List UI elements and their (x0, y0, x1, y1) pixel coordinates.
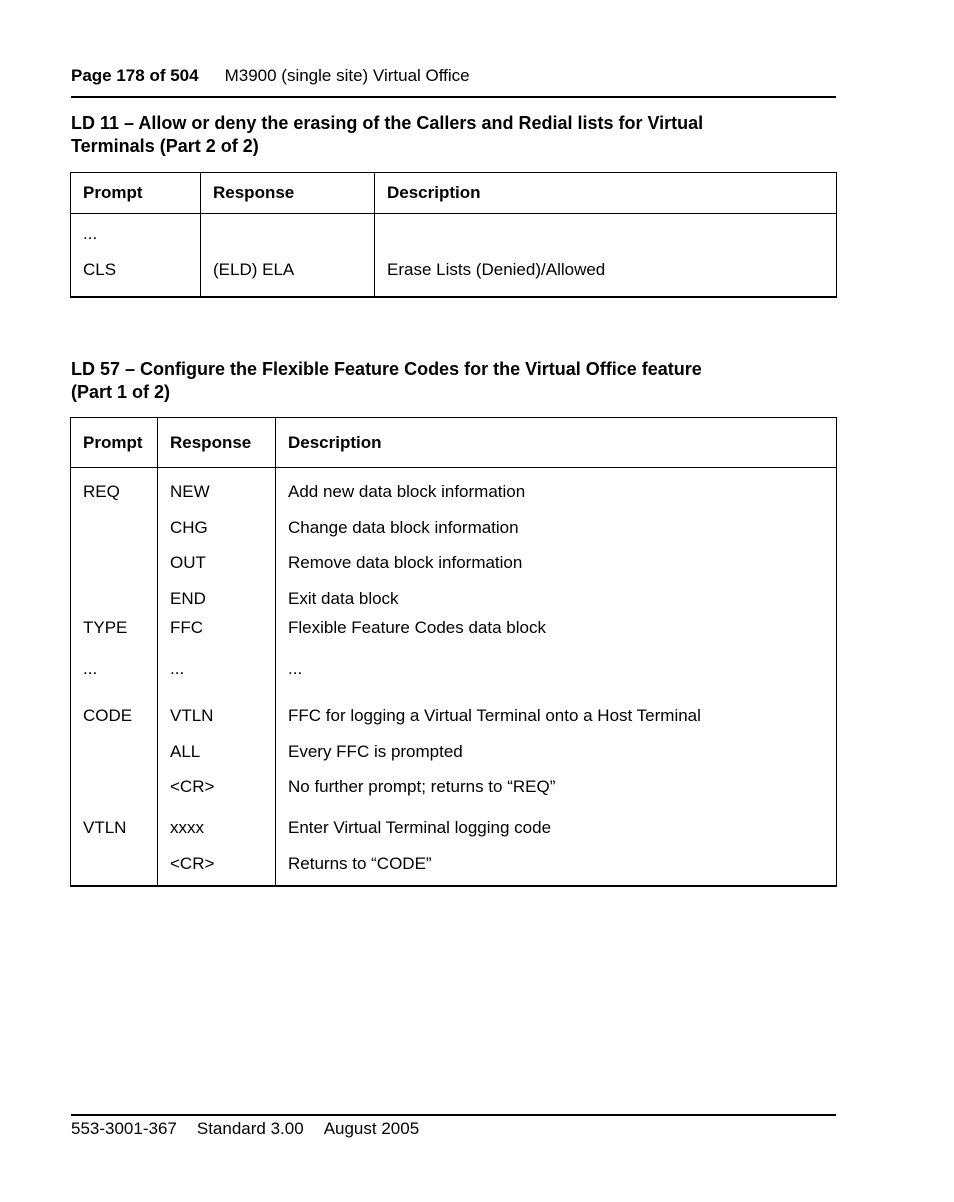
response-text: CHG (170, 517, 208, 537)
table2-title-line1: LD 57 – Configure the Flexible Feature Codes for the Virtual Office feature (71, 359, 702, 379)
prompt-cell: TYPE (71, 616, 158, 657)
response-cell (201, 214, 375, 255)
prompt-text: REQ (83, 482, 120, 501)
table2-header-row (71, 418, 837, 468)
page-number: Page 178 of 504 (71, 66, 199, 85)
column-header-description: Description (375, 173, 837, 214)
response-cell (158, 810, 276, 886)
response-text: <CR> (170, 777, 215, 796)
response-text: <CR> (170, 853, 215, 873)
description-text: Every FFC is prompted (288, 741, 463, 761)
prompt-cell (71, 468, 158, 617)
table1 (70, 172, 837, 298)
response-text: VTLN (170, 706, 214, 725)
response-cell: FFC (158, 616, 276, 657)
description-cell (375, 214, 837, 255)
column-header-description: Description (276, 418, 837, 468)
response-cell (158, 698, 276, 810)
description-text: Returns to “CODE” (288, 853, 432, 873)
response-text: NEW (170, 482, 210, 501)
table-row (71, 214, 837, 255)
description-text: Remove data block information (288, 553, 523, 572)
prompt-cell: ... (71, 657, 158, 698)
description-cell (276, 698, 837, 810)
table1-title (71, 112, 791, 158)
description-cell (276, 810, 837, 886)
document-title: M3900 (single site) Virtual Office (224, 66, 470, 85)
description-text: Enter Virtual Terminal logging code (288, 818, 552, 837)
description-cell: Erase Lists (Denied)/Allowed (375, 255, 837, 297)
description-cell (276, 468, 837, 617)
column-header-response: Response (201, 173, 375, 214)
response-cell (158, 468, 276, 617)
response-text: xxxx (170, 818, 204, 837)
table1-title-line1: LD 11 – Allow or deny the erasing of the Callers and Redial lists for Virtual (71, 113, 704, 133)
document-number: 553-3001-367 (71, 1119, 177, 1138)
response-text: END (170, 588, 206, 608)
description-text: Add new data block information (288, 482, 526, 501)
publication-date: August 2005 (323, 1119, 420, 1138)
response-text: ALL (170, 741, 201, 761)
response-text: OUT (170, 553, 206, 572)
table-row-ellipsis (71, 657, 837, 698)
prompt-cell: ... (71, 214, 201, 255)
prompt-text: CODE (83, 706, 133, 725)
page-header (71, 66, 836, 98)
description-text: Exit data block (288, 588, 399, 608)
table2-title (71, 358, 791, 404)
table1-header-row (71, 173, 837, 214)
description-cell: ... (276, 657, 837, 698)
description-text: Change data block information (288, 517, 519, 537)
description-cell: Flexible Feature Codes data block (276, 616, 837, 657)
column-header-prompt: Prompt (71, 173, 201, 214)
page-footer (71, 1114, 836, 1139)
response-cell: ... (158, 657, 276, 698)
table-row-type (71, 616, 837, 657)
prompt-cell: CLS (71, 255, 201, 297)
prompt-text: VTLN (83, 818, 127, 837)
prompt-cell (71, 810, 158, 886)
table1-title-line2: Terminals (Part 2 of 2) (71, 136, 259, 156)
column-header-response: Response (158, 418, 276, 468)
description-text: No further prompt; returns to “REQ” (288, 777, 556, 796)
table2 (70, 417, 837, 887)
response-cell: (ELD) ELA (201, 255, 375, 297)
prompt-cell (71, 698, 158, 810)
table-row-code (71, 698, 837, 810)
table-row-vtln (71, 810, 837, 886)
standard-version: Standard 3.00 (196, 1119, 304, 1138)
table2-title-line2: (Part 1 of 2) (71, 382, 171, 402)
description-text: FFC for logging a Virtual Terminal onto a Host Terminal (288, 706, 701, 725)
table-row (71, 255, 837, 297)
column-header-prompt: Prompt (71, 418, 158, 468)
table-row-req (71, 468, 837, 617)
